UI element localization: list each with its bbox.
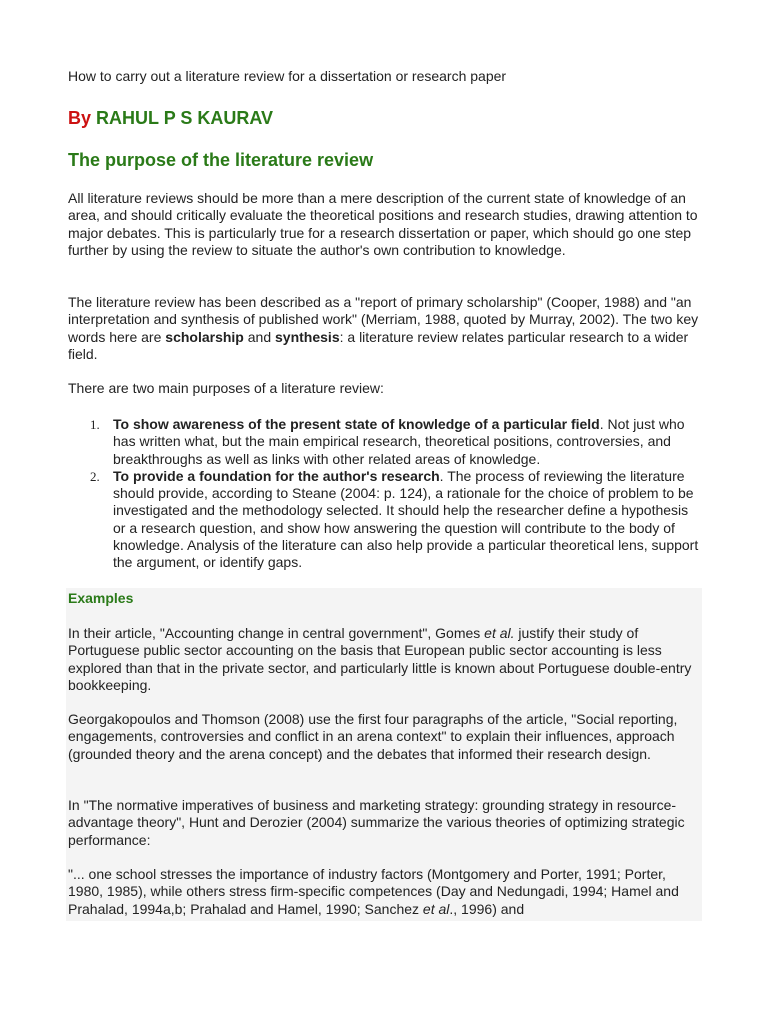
list-item-title: To provide a foundation for the author's research xyxy=(113,467,440,484)
list-number: 2. xyxy=(90,468,100,484)
list-item xyxy=(68,468,702,572)
example-4-etal: et al xyxy=(422,900,450,917)
list-item-text: . The process of reviewing the literature should provide, according to Steane (2004: p. 124), a rationale for the choice of problem to be investigated and the methodology selected. It should help the researcher define a hypothesis or a research question, and show how answering the question will contribute to the body of knowledge. Analysis of the literature can also help provide a particular theoretical lens, support the argument, or identify gaps. xyxy=(113,467,699,571)
example-1-etal: et al. xyxy=(484,625,515,641)
example-4-end: ., 1996) and xyxy=(449,900,525,917)
purposes-list xyxy=(68,416,702,572)
paragraph-2 xyxy=(68,294,700,363)
byline-author: RAHUL P S KAURAV xyxy=(96,108,274,128)
examples-heading: Examples xyxy=(68,590,134,606)
list-item-text: . Not just who has written what, but the main empirical research, theoretical positions, controversies, and breakthroughs as well as links with other related areas of knowledge. xyxy=(113,416,685,467)
list-item-title: To show awareness of the present state of knowledge of a particular field xyxy=(113,416,600,432)
paragraph-2-start: The literature review has been described as a "report of primary scholarship" (Cooper, 1988) and "an interpretation and synthesis of published work" (Merriam, 1988, quoted by Murray, 2002). The two key words here are xyxy=(68,294,699,345)
examples-box xyxy=(66,588,702,921)
section-heading: The purpose of the literature review xyxy=(68,150,374,170)
byline-by: By xyxy=(68,108,92,128)
example-1-end: justify their study of Portuguese public sector accounting on the basis that European public sector accounting is less explored than that in the private sector, and particularly little is known about Portuguese double-entry bookkeeping. xyxy=(68,625,692,693)
list-item xyxy=(68,416,702,468)
byline xyxy=(68,108,273,129)
paragraph-3: There are two main purposes of a literature review: xyxy=(68,380,384,396)
keyword-scholarship: scholarship xyxy=(165,328,244,345)
paragraph-2-and: and xyxy=(243,328,276,345)
paragraph-2-end: : a literature review relates particular research to a wider field. xyxy=(68,328,689,362)
example-paragraph-4 xyxy=(68,866,698,918)
example-paragraph-2: Georgakopoulos and Thomson (2008) use the first four paragraphs of the article, "Social reporting, engagements, controversies and conflict in an arena context" to explain their influences, approach (grounded theory and the arena concept) and the debates that informed their research design. xyxy=(68,711,678,762)
example-4-start: "... one school stresses the importance of industry factors (Montgomery and Porter, 1991; Porter, 1980, 1985), while others stress firm-specific competences (Day and Nedungadi, 1994; Hamel and Prahalad, 1994a,b; Prahalad and Hamel, 1990; Sanchez xyxy=(68,866,679,917)
list-number: 1. xyxy=(90,417,100,432)
keyword-synthesis: synthesis xyxy=(275,328,340,345)
paragraph-1: All literature reviews should be more than a mere description of the current state of knowledge of an area, and should critically evaluate the theoretical positions and research studies, drawing attention to major debates. This is particularly true for a research dissertation or paper, which should go one step further by using the review to situate the author's own contribution to knowledge. xyxy=(68,190,698,258)
example-paragraph-3: In "The normative imperatives of business and marketing strategy: grounding strategy in resource-advantage theory", Hunt and Derozier (2004) summarize the various theories of optimizing strategic performance: xyxy=(68,797,685,848)
document-title: How to carry out a literature review for a dissertation or research paper xyxy=(68,68,507,84)
example-1-start: In their article, "Accounting change in central government", Gomes xyxy=(68,625,485,641)
example-paragraph-1 xyxy=(68,625,698,694)
